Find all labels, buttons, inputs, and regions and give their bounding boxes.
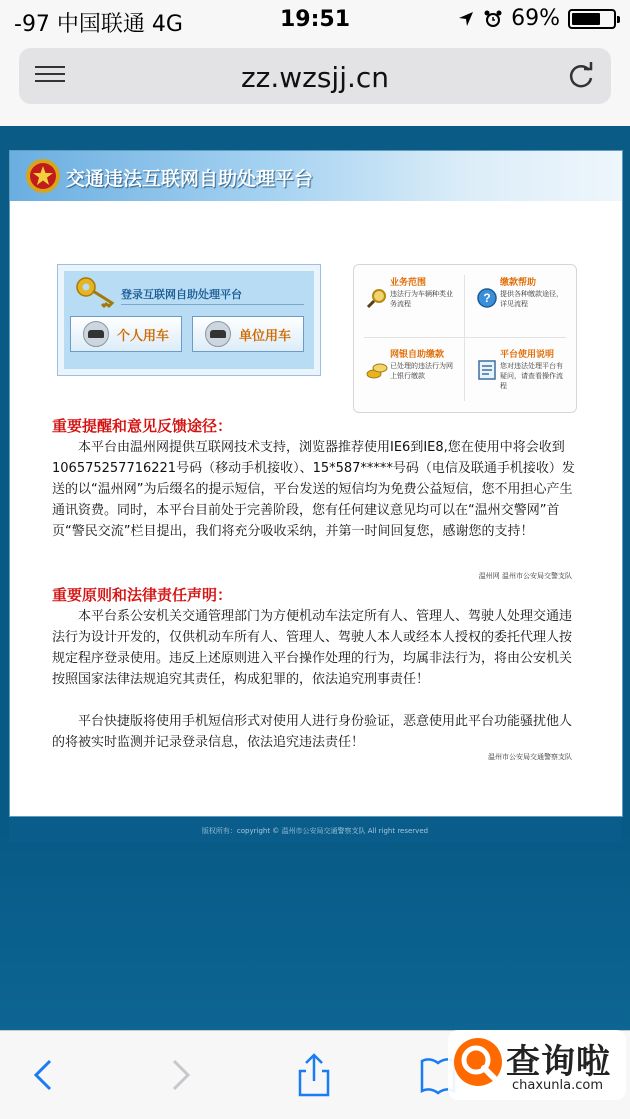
unit-vehicle-button[interactable]	[192, 316, 304, 352]
police-emblem-icon	[24, 157, 62, 195]
page-title: 交通违法互联网自助处理平台	[66, 168, 314, 190]
watermark-domain: chaxunla.com	[512, 1078, 603, 1093]
page-banner	[10, 151, 622, 201]
info-desc: 您对违法处理平台有疑问，请查看操作流程	[500, 362, 563, 390]
svg-text:?: ?	[483, 291, 491, 305]
divider	[121, 304, 304, 305]
info-title: 业务范围	[390, 278, 427, 288]
personal-vehicle-label: 个人用车	[116, 328, 169, 344]
car-icon	[83, 321, 109, 347]
status-bar	[0, 0, 630, 40]
url-text[interactable]: zz.wzsjj.cn	[240, 61, 390, 94]
unit-vehicle-label: 单位用车	[238, 328, 291, 344]
divider	[464, 275, 465, 401]
page-footer	[9, 818, 621, 842]
info-panel	[353, 264, 577, 413]
coins-icon	[366, 359, 388, 381]
battery-fill	[572, 13, 600, 25]
help-icon	[476, 287, 498, 309]
info-title: 平台使用说明	[500, 350, 555, 360]
personal-vehicle-button[interactable]	[70, 316, 182, 352]
web-content	[0, 126, 630, 1030]
forward-icon[interactable]	[160, 1053, 200, 1097]
notice-body: 本平台系公安机关交通管理部门为方便机动车法定所有人、管理人、驾驶人处理交通违法行为设计开发的，仅供机动车所有人、管理人、驾驶人本人或经本人授权的委托代理人按规定程序登录使用。违反上述原则进入平台操作处理的行为，均属非法行为，将由公安机关按照国家法律法规追究其责任，构成犯罪的，依法追究刑事责任！	[52, 609, 573, 687]
address-bar[interactable]	[19, 48, 611, 104]
share-icon[interactable]	[294, 1053, 334, 1097]
info-business-scope[interactable]	[358, 269, 462, 335]
key-icon	[72, 273, 120, 309]
browser-nav-bar	[0, 40, 630, 127]
car-icon	[205, 321, 231, 347]
notice-body: 本平台由温州网提供互联网技术支持，浏览器推荐使用IE6到IE8,您在使用中将会收到106575257716221号码（移动手机接收）、15*587*****号码（电信及联通手机接收）发送的以“温州网”为后缀名的提示短信，平台发送的短信均为免费公益短信，您不用担心产生通讯资费。同时，本平台目前处于完善阶段，您有任何建议意见均可以在“温州交警网”首页“警民交流”栏目提出，我们将充分吸收采纳，并第一时间回复您，感谢您的支持！	[52, 440, 575, 539]
page-frame	[9, 150, 623, 817]
battery-percent: 69%	[511, 6, 560, 31]
watermark-logo	[448, 1030, 626, 1100]
battery-icon	[568, 9, 616, 29]
login-panel	[57, 264, 321, 376]
document-icon	[476, 359, 498, 381]
info-usage-guide[interactable]	[468, 341, 572, 407]
login-title: 登录互联网自助处理平台	[121, 288, 242, 301]
watermark-name: 查询啦	[506, 1042, 611, 1082]
magnifier-icon	[366, 287, 388, 309]
location-icon	[457, 10, 475, 28]
carrier-label: -97 中国联通 4G	[14, 12, 183, 37]
info-payment-help[interactable]	[468, 269, 572, 335]
alarm-icon	[483, 9, 503, 29]
info-desc: 已处理的违法行为网上银行缴款	[390, 362, 453, 380]
notice-body: 平台快捷版将使用手机短信形式对使用人进行身份验证，恶意使用此平台功能骚扰他人的将被实时监测并记录登录信息，依法追究违法责任！	[52, 714, 573, 750]
info-title: 缴款帮助	[500, 278, 537, 288]
info-desc: 违法行为车辆种类业务流程	[390, 290, 453, 308]
divider	[364, 337, 566, 338]
back-icon[interactable]	[24, 1053, 64, 1097]
notice-heading: 重要原则和法律责任声明：	[52, 586, 233, 604]
notice-signature: 温州网 温州市公安局交警支队	[478, 572, 572, 580]
info-online-payment[interactable]	[358, 341, 462, 407]
notice-heading: 重要提醒和意见反馈途径：	[52, 417, 233, 435]
copyright-text: 版权所有：copyright © 温州市公安局交通警察支队 All right reserved	[201, 827, 429, 835]
info-title: 网银自助缴款	[390, 350, 445, 360]
clock: 19:51	[279, 7, 351, 32]
reload-icon[interactable]	[565, 60, 597, 92]
status-icons	[457, 6, 616, 31]
info-desc: 提供各种缴款途径，详见流程	[500, 290, 563, 308]
search-logo-icon	[452, 1036, 504, 1088]
notice-signature: 温州市公安局交通警察支队	[488, 753, 572, 761]
